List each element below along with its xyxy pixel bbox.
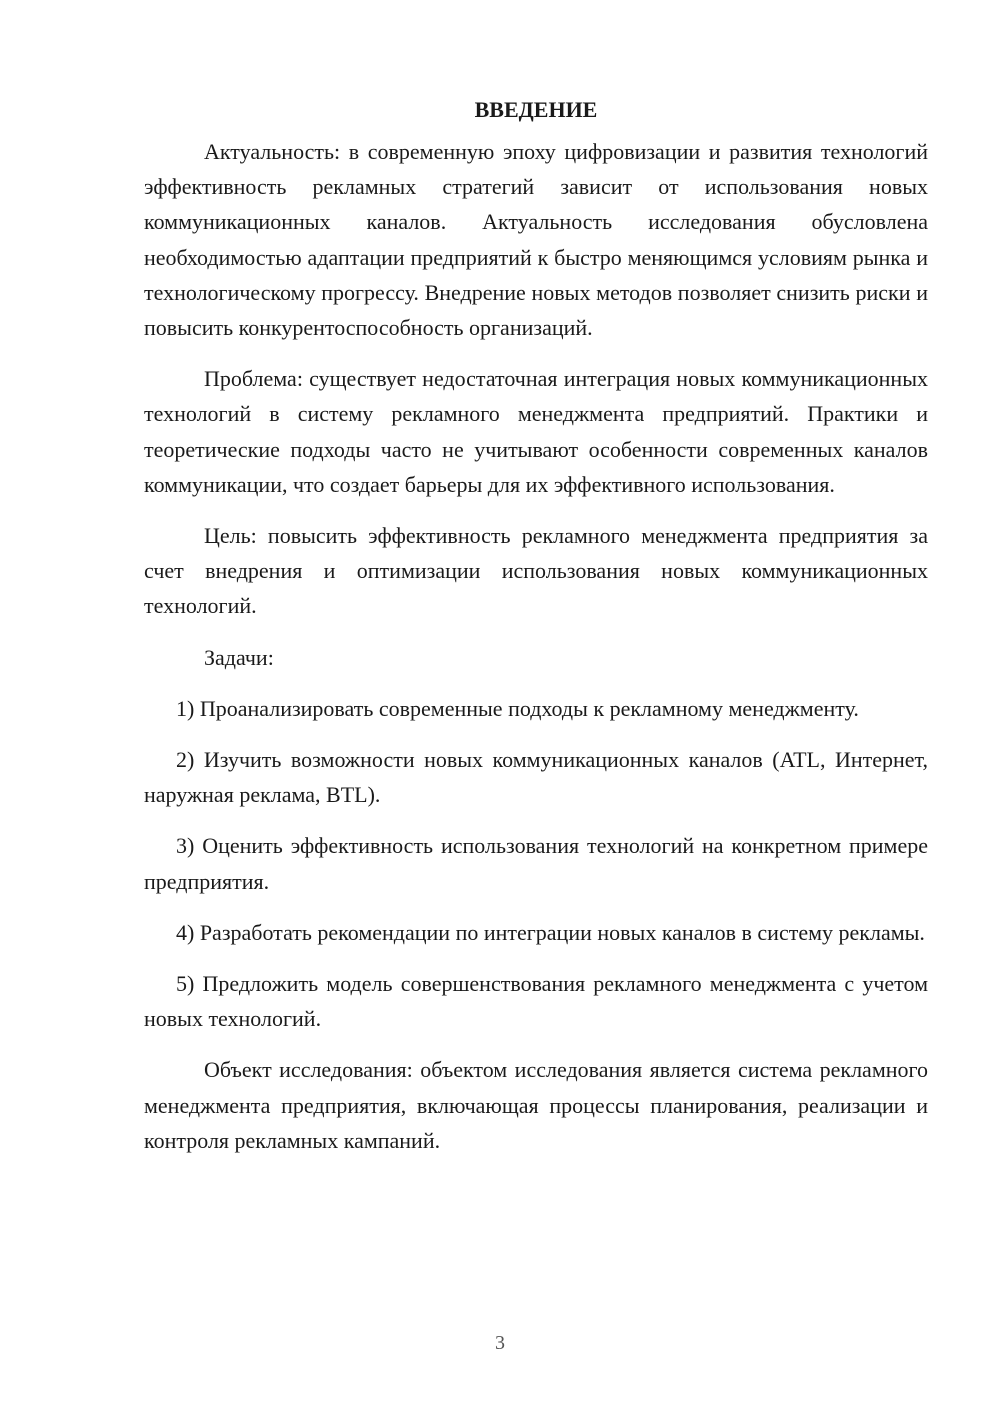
tasks-list	[144, 691, 928, 1037]
task-item: 1) Проанализировать современные подходы к рекламному менеджменту.	[176, 695, 859, 721]
task-item: 3) Оценить эффективность использования технологий на конкретном примере предприятия.	[144, 833, 928, 894]
tasks-heading: Задачи:	[204, 644, 274, 670]
task-item: 5) Предложить модель совершенствования рекламного менеджмента с учетом новых технологий.	[144, 971, 928, 1032]
section-title: ВВЕДЕНИЕ	[474, 97, 598, 122]
problem-paragraph: Проблема: существует недостаточная интеграция новых коммуникационных технологий в систему рекламного менеджмента предприятий. Практики и теоретические подходы часто не учитывают особенности современных каналов коммуникации, что создает барьеры для их эффективного использования.	[144, 366, 928, 497]
goal-paragraph: Цель: повысить эффективность рекламного менеджмента предприятия за счет внедрения и оптимизации использования новых коммуникационных технологий.	[144, 523, 928, 619]
task-item: 2) Изучить возможности новых коммуникационных каналов (ATL, Интернет, наружная реклама, BTL).	[144, 747, 928, 808]
object-paragraph: Объект исследования: объектом исследования является система рекламного менеджмента предприятия, включающая процессы планирования, реализации и контроля рекламных кампаний.	[144, 1057, 928, 1153]
page-number: 3	[495, 1332, 505, 1354]
task-item: 4) Разработать рекомендации по интеграции новых каналов в систему рекламы.	[176, 919, 925, 945]
relevance-paragraph: Актуальность: в современную эпоху цифровизации и развития технологий эффективность рекламных стратегий зависит от использования новых коммуникационных каналов. Актуальность исследования обусловлена необходимостью адаптации предприятий к быстро меняющимся условиям рынка и технологическому прогрессу. Внедрение новых методов позволяет снизить риски и повысить конкурентоспособность организаций.	[144, 139, 928, 341]
document-page	[144, 92, 928, 1174]
